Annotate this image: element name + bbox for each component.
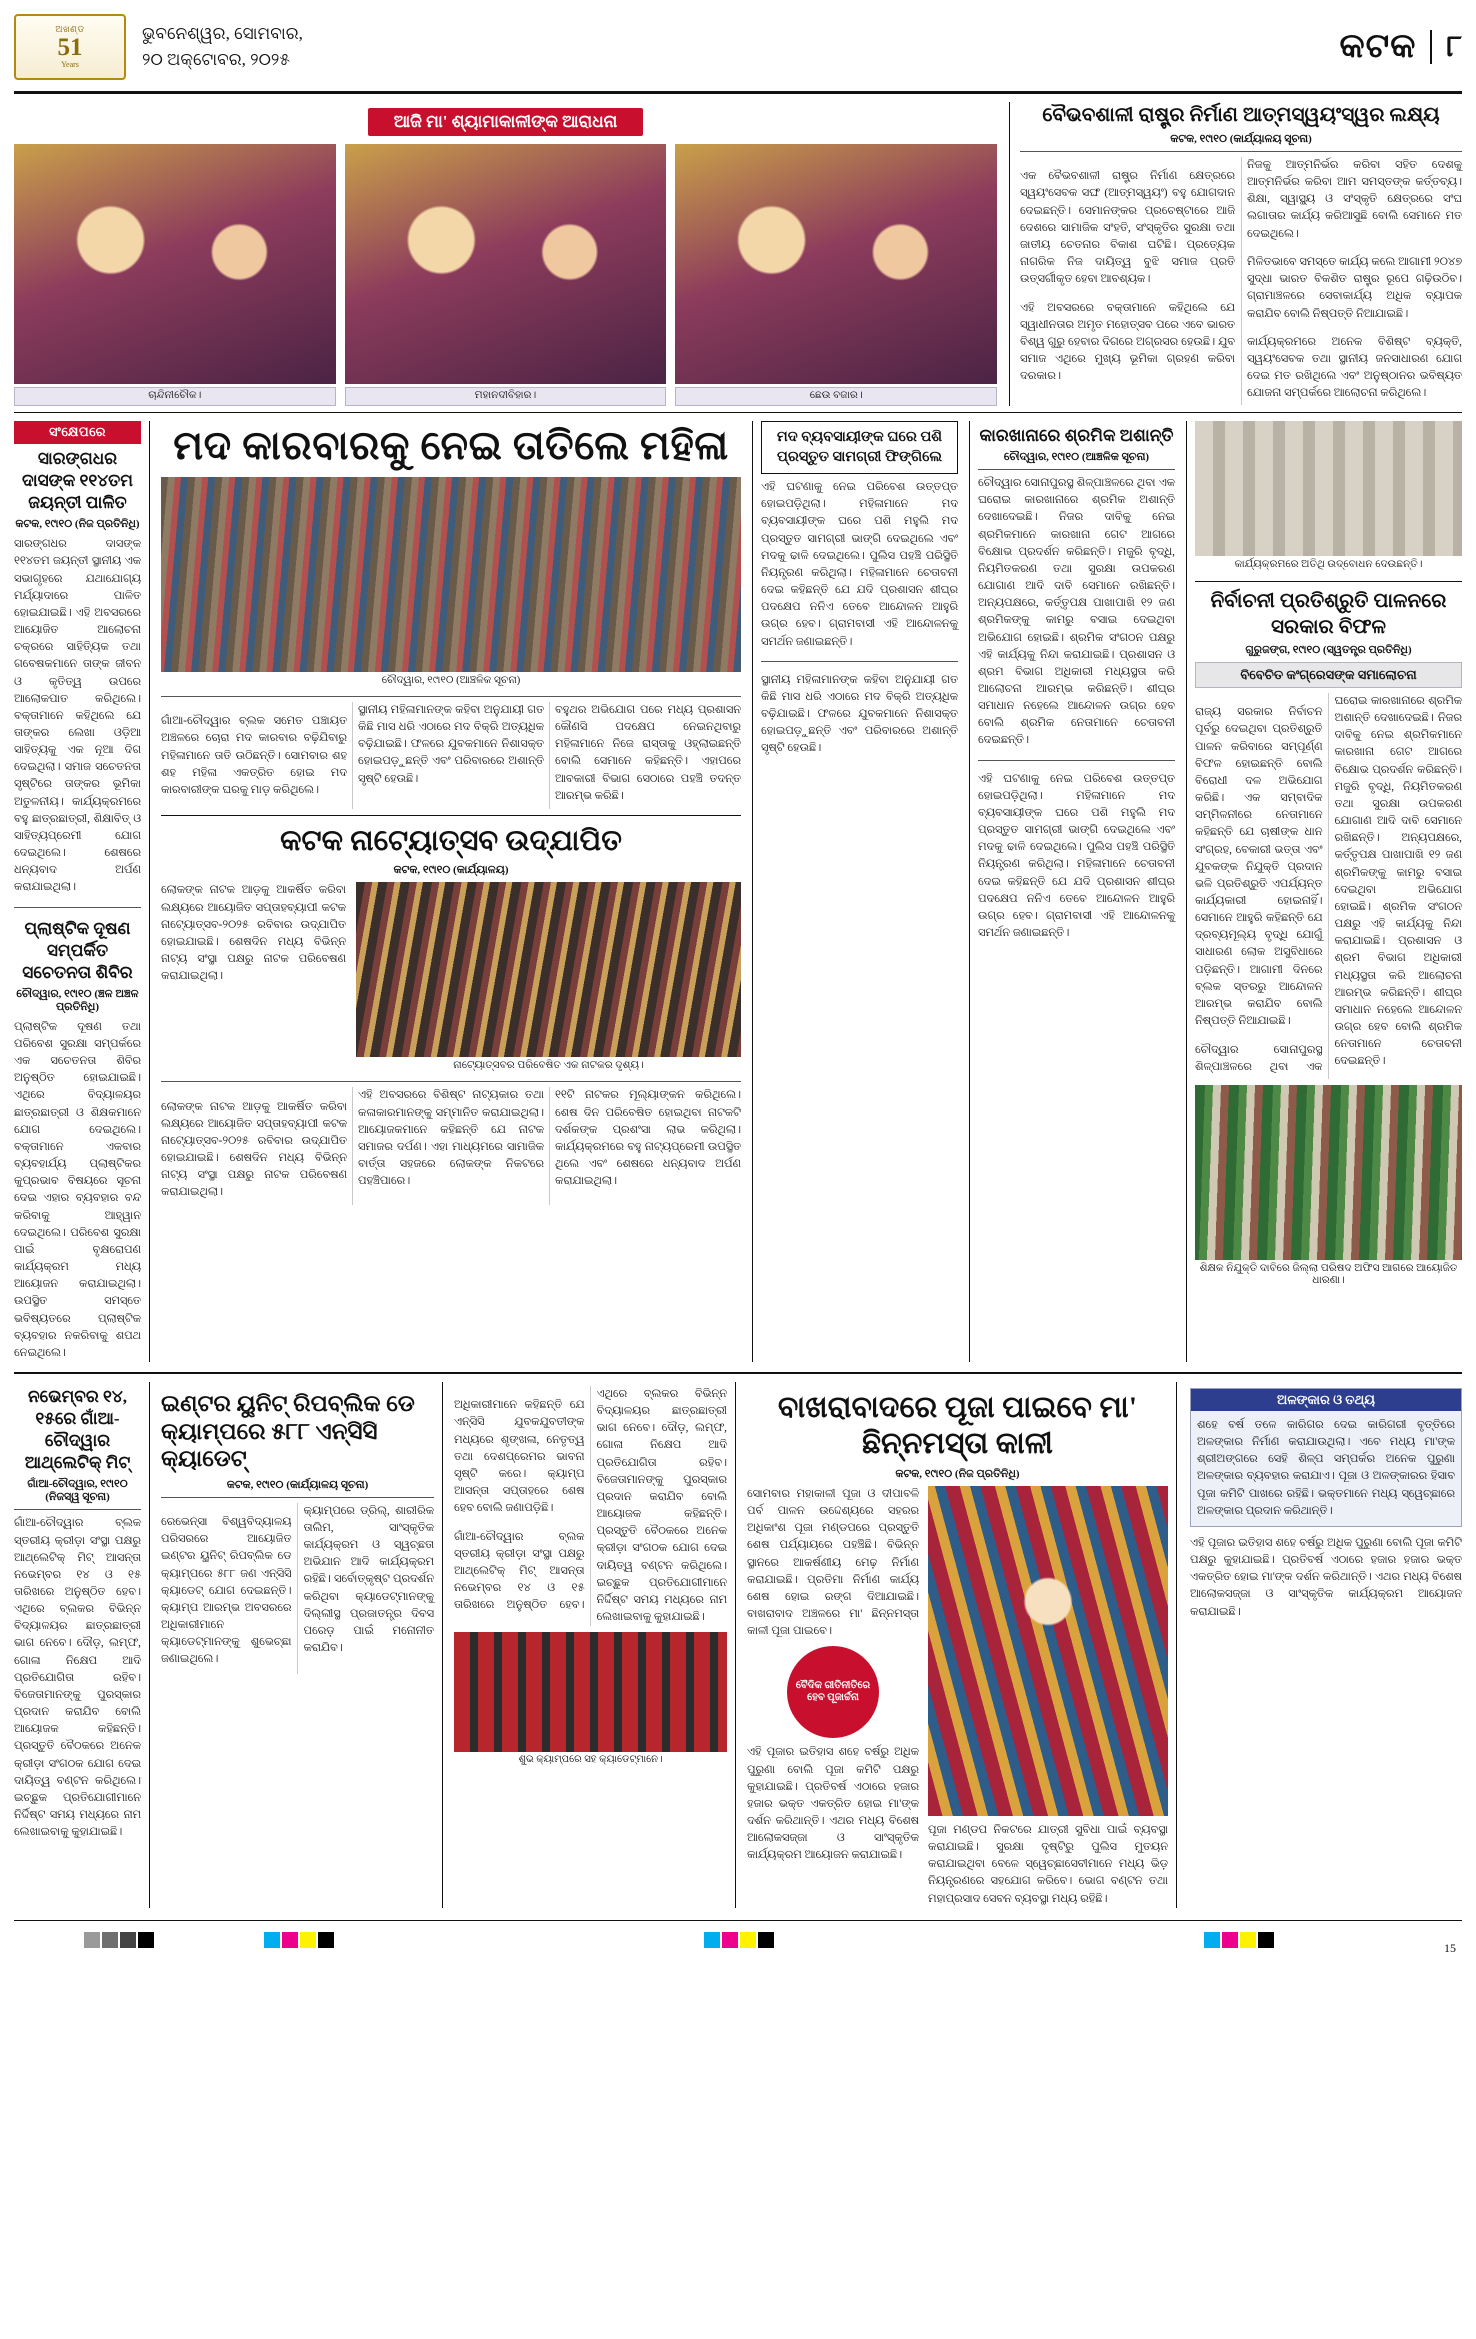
rally-photo-caption: ଶିକ୍ଷକ ନିଯୁକ୍ତି ଦାବିରେ ଜିଲ୍ଲା ପରିଷଦ ଅଫିସ ଆଗରେ ଆୟୋଜିତ ଧାରଣା। [1199, 1262, 1458, 1286]
brief-2-dateline: ଚୌଦ୍ୱାର, ୧୯ା୧୦ (ଞ୍ଚଳ ଅଞ୍ଚଳ ପ୍ରତିନିଧି) [16, 987, 139, 1013]
box-story-continued: ସ୍ଥାନୀୟ ମହିଳାମାନଙ୍କ କହିବା ଅନୁଯାୟୀ ଗତ କିଛି ମାସ ଧରି ଏଠାରେ ମଦ ବିକ୍ରି ଅତ୍ୟଧିକ ବଢ଼ିଯାଇଛି। ଫଳରେ ଯୁବକମାନେ ନିଶାସକ୍ତ ହୋଇପଡ଼ୁଛନ୍ତି ଏବଂ ପରିବାରରେ ଅଶାନ୍ତି ସୃଷ୍ଟି ହେଉଛି। [761, 673, 958, 755]
ncc-photo [454, 1632, 727, 1752]
natyotsav-dateline: କଟକ, ୧୯ା୧୦ (କାର୍ଯ୍ୟାଳୟ) [393, 864, 509, 877]
natyotsav-headline: କଟକ ନାଟ୍ୟୋତ୍ସବ ଉଦ୍‌ଯାପିତ [280, 824, 622, 857]
brief-1-headline: ସାରଙ୍ଗଧର ଦାସଙ୍କ ୧୧୪ତମ ଜୟନ୍ତୀ ପାଳିତ [22, 449, 133, 513]
column-sports-brief [14, 1382, 150, 1908]
paragraph: କ୍ୟାମ୍ପରେ ଡ୍ରିଲ୍, ଶାରୀରିକ ତାଲିମ, ସାଂସ୍କୃତିକ କାର୍ଯ୍ୟକ୍ରମ ଓ ସ୍ୱଚ୍ଛତା ଅଭିଯାନ ଆଦି କାର୍ଯ୍ୟକ୍ରମ ରହିଛି। ସର୍ବୋତ୍କୃଷ୍ଟ ପ୍ରଦର୍ଶନ କରିଥିବା କ୍ୟାଡେଟ୍‌ମାନଙ୍କୁ ଦିଲ୍ଲୀସ୍ଥ ପ୍ରଜାତନ୍ତ୍ର ଦିବସ ପରେଡ଼ ପାଇଁ ମନୋନୀତ କରାଯିବ। [303, 1504, 434, 1654]
alankar-extra-body: ଏହି ପୂଜାର ଇତିହାସ ଶହେ ବର୍ଷରୁ ଅଧିକ ପୁରୁଣା ବୋଲି ପୂଜା କମିଟି ପକ୍ଷରୁ କୁହାଯାଇଛି। ପ୍ରତିବର୍ଷ ଏଠାରେ ହଜାର ହଜାର ଭକ୍ତ ଏକତ୍ରିତ ହୋଇ ମା'ଙ୍କ ଦର୍ଶନ କରିଥାନ୍ତି। ଏଥର ମଧ୍ୟ ବିଶେଷ ଆଲୋକସଜ୍ଜା ଓ ସାଂସ୍କୃତିକ କାର୍ଯ୍ୟକ୍ରମ ଆୟୋଜନ କରାଯାଇଛି। [1190, 1536, 1462, 1618]
puja-seal-badge: ବୈଦିକ ରୀତିନୀତିରେ ହେବ ପୂଜାର୍ଚ୍ଚନା [787, 1646, 879, 1738]
photo-caption-1: ଚାନ୍ଦିନୀଚୌକ। [14, 387, 336, 406]
edition-city: କଟକ [1339, 27, 1417, 65]
badge-top-label: ଅଖଣ୍ଡ [55, 24, 85, 34]
sports-brief-dateline: ଗାଁଆ-ଚୌଦ୍ୱାର, ୧୯ା୧୦ (ନିଜସ୍ୱ ସୂଚନା) [27, 1478, 128, 1504]
lead-body [161, 702, 741, 809]
ncc-photo-caption: ଶୁଭ କ୍ୟାମ୍ପରେ ସହ କ୍ୟାଡେଟ୍‌ମାନେ। [518, 1754, 663, 1766]
ncc-body-left [161, 1503, 434, 1674]
paragraph: ଗାଁଆ-ଚୌଦ୍ୱାର ବ୍ଲକ ସମେତ ପଞ୍ଚାୟତ ଅଞ୍ଚଳରେ ଚୋରା ମଦ କାରବାର ବଢ଼ିଯିବାରୁ ମହିଳାମାନେ ତାତି ଉଠିଛନ୍ତି। ସୋମବାର ଶହ ଶହ ମହିଳା ଏକତ୍ରିତ ହୋଇ ମଦ କାରବାରୀଙ୍କ ଘରକୁ ମାଡ଼ କରିଥିଲେ। [161, 715, 347, 796]
article-headline: ବୈଭବଶାଳୀ ରାଷ୍ଟ୍ର ନିର୍ମାଣ ଆତ୍ମସ୍ୱୟଂସ୍ୱର ଲକ୍ଷ୍ୟ [1042, 104, 1440, 126]
main-grid [14, 421, 1462, 1362]
lead-headline: ମଦ କାରବାରକୁ ନେଇ ତାତିଲେ ମହିଳା [173, 423, 729, 468]
natyotsav-body [161, 1087, 741, 1205]
kali-dateline: କଟକ, ୧୯ା୧୦ (ନିଜ ପ୍ରତିନିଧି) [895, 1467, 1020, 1480]
meeting-photo-caption: କାର୍ଯ୍ୟକ୍ରମରେ ଅତିଥି ଉଦ୍‌ବୋଧନ ଦେଉଛନ୍ତି। [1234, 559, 1423, 570]
lead-photo [161, 477, 741, 672]
swatch-group-cmyk-2 [704, 1932, 774, 1948]
alankar-title: ଅଳଙ୍କାର ଓ ତଥ୍ୟ [1191, 1389, 1461, 1411]
paragraph: କାର୍ଯ୍ୟକ୍ରମରେ ଅନେକ ବିଶିଷ୍ଟ ବ୍ୟକ୍ତି, ସ୍ୱୟଂସେବକ ତଥା ସ୍ଥାନୀୟ ଜନସାଧାରଣ ଯୋଗ ଦେଇ ମତ ରଖିଥିଲେ ଏବଂ ଅନୁଷ୍ଠାନର ଭବିଷ୍ୟତ ଯୋଜନା ସମ୍ପର୍କରେ ଆଲୋଚନା କରିଥିଲେ। [1247, 336, 1462, 400]
swatch-group-gray [84, 1932, 154, 1948]
column-lead [161, 421, 741, 1362]
paragraph: ଲୋକଙ୍କ ନାଟକ ଆଡ଼କୁ ଆକର୍ଷିତ କରିବା ଲକ୍ଷ୍ୟରେ ଆୟୋଜିତ ସପ୍ତାହବ୍ୟାପୀ କଟକ ନାଟ୍ୟୋତ୍ସବ-୨୦୨୫ ରବିବାର ଉଦ୍‌ଯାପିତ ହୋଇଯାଇଛି। ଶେଷଦିନ ମଧ୍ୟ ବିଭିନ୍ନ ନାଟ୍ୟ ସଂସ୍ଥା ପକ୍ଷରୁ ନାଟକ ପରିବେଷଣ କରାଯାଇଥିଲା। [161, 1100, 347, 1199]
column-box-story [752, 421, 958, 1362]
photo-cell [14, 144, 336, 406]
paragraph: ସ୍ଥାନୀୟ ମହିଳାମାନଙ୍କ କହିବା ଅନୁଯାୟୀ ଗତ କିଛି ମାସ ଧରି ଏଠାରେ ମଦ ବିକ୍ରି ଅତ୍ୟଧିକ ବଢ଼ିଯାଇଛି। ଫଳରେ ଯୁବକମାନେ ନିଶାସକ୍ତ ହୋଇପଡ଼ୁଛନ୍ତି ଏବଂ ପରିବାରରେ ଅଶାନ୍ତି ସୃଷ୍ଟି ହେଉଛି। [358, 704, 544, 785]
column-ncc-left [161, 1382, 443, 1908]
paragraph: ରାଜ୍ୟ ସରକାର ନିର୍ବାଚନ ପୂର୍ବରୁ ଦେଇଥିବା ପ୍ରତିଶ୍ରୁତି ପାଳନ କରିବାରେ ସମ୍ପୂର୍ଣ୍ଣ ବିଫଳ ହୋଇଛନ୍ତି ବୋଲି ବିରୋଧୀ ଦଳ ଅଭିଯୋଗ କରିଛି। ଏକ ସମ୍ବାଦିକ ସମ୍ମିଳନୀରେ ନେତାମାନେ କହିଛନ୍ତି ଯେ ଚାଷୀଙ୍କ ଧାନ ସଂଗ୍ରହ, ବେକାରୀ ଭତ୍ତା ଏବଂ ଯୁବକଙ୍କ ନିଯୁକ୍ତି ପ୍ରଦାନ ଭଳି ପ୍ରତିଶ୍ରୁତି ଏପର୍ଯ୍ୟନ୍ତ କାର୍ଯ୍ୟକାରୀ ହୋଇନାହିଁ। ସେମାନେ ଆହୁରି କହିଛନ୍ତି ଯେ ଦ୍ରବ୍ୟମୂଲ୍ୟ ବୃଦ୍ଧି ଯୋଗୁଁ ସାଧାରଣ ଲୋକ ଅସୁବିଧାରେ ପଡ଼ିଛନ୍ତି। ଆଗାମୀ ଦିନରେ ବ୍ଲକ ସ୍ତରରୁ ଆନ୍ଦୋଳନ ଆରମ୍ଭ କରାଯିବ ବୋଲି ନିଷ୍ପତ୍ତି ନିଆଯାଇଛି। [1195, 706, 1323, 1028]
ncc-headline: ଇଣ୍ଟର ୟୁନିଟ୍ ରିପବ୍ଲିକ ଡେ କ୍ୟାମ୍ପରେ ୫୮୮ ଏନ୍‌ସିସି କ୍ୟାଡେଟ୍ [161, 1390, 415, 1472]
print-registration-footer [14, 1920, 1462, 1960]
masthead [14, 10, 1462, 94]
karkhana-body: ଚୌଦ୍ୱାର ସୋନାପୁରସ୍ଥ ଶିଳ୍ପାଞ୍ଚଳରେ ଥିବା ଏକ ଘରୋଇ କାରଖାନାରେ ଶ୍ରମିକ ଅଶାନ୍ତି ଦେଖାଦେଇଛି। ନିଜର ଦାବିକୁ ନେଇ ଶ୍ରମିକମାନେ କାରଖାନା ଗେଟ ଆଗରେ ବିକ୍ଷୋଭ ପ୍ରଦର୍ଶନ କରିଛନ୍ତି। ମଜୁରି ବୃଦ୍ଧି, ନିୟମିତକରଣ ତଥା ସୁରକ୍ଷା ଉପକରଣ ଯୋଗାଣ ଆଦି ଦାବି ସେମାନେ ରଖିଛନ୍ତି। ଅନ୍ୟପକ୍ଷରେ, କର୍ତ୍ତୃପକ୍ଷ ପାଖାପାଖି ୧୨ ଜଣ ଶ୍ରମିକଙ୍କୁ କାମରୁ ବସାଇ ଦେଇଥିବା ଅଭିଯୋଗ ହୋଇଛି। ଶ୍ରମିକ ସଂଗଠନ ପକ୍ଷରୁ ଏହି କାର୍ଯ୍ୟକୁ ନିନ୍ଦା କରାଯାଇଛି। ପ୍ରଶାସନ ଓ ଶ୍ରମ ବିଭାଗ ଅଧିକାରୀ ମଧ୍ୟସ୍ଥତା କରି ଆଲୋଚନା ଆରମ୍ଭ କରିଛନ୍ତି। ଶୀଘ୍ର ସମାଧାନ ନହେଲେ ଆନ୍ଦୋଳନ ଉଗ୍ର ହେବ ବୋଲି ଶ୍ରମିକ ନେତାମାନେ ଚେତାବନୀ ଦେଇଛନ୍ତି। [978, 477, 1175, 747]
nirbachani-body [1195, 693, 1462, 1079]
column-ncc-right [454, 1382, 736, 1908]
paragraph: ଏକ ବୈଭବଶାଳୀ ରାଷ୍ଟ୍ର ନିର୍ମାଣ କ୍ଷେତ୍ରରେ ସ୍ୱୟଂସେବକ ସଙ୍ଘ (ଆତ୍ମସ୍ୱୟଂ) ବହୁ ଯୋଗଦାନ ଦେଇଛନ୍ତି। ସେମାନଙ୍କର ପ୍ରଚେଷ୍ଟାରେ ଆଜି ଦେଶରେ ସାମାଜିକ ସଂହତି, ସଂସ୍କୃତିର ସୁରକ୍ଷା ତଥା ଜାତୀୟ ଚେତନାର ବିକାଶ ଘଟିଛି। ପ୍ରତ୍ୟେକ ନାଗରିକ ନିଜ ଦାୟିତ୍ୱ ବୁଝି ସମାଜ ପ୍ରତି ଉତ୍ସର୍ଗୀକୃତ ହେବା ଆବଶ୍ୟକ। [1020, 170, 1235, 286]
column-karkhana [969, 421, 1175, 1362]
karkhana-dateline: ଚୌଦ୍ୱାର, ୧୯ା୧୦ (ଆଞ୍ଚଳିକ ସୂଚନା) [1003, 451, 1150, 464]
box-story-headline: ମଦ ବ୍ୟବସାୟୀଙ୍କ ଘରେ ପଶି ପ୍ରସ୍ତୁତ ସାମଗ୍ରୀ ଫିଙ୍ଗିଲେ [761, 421, 958, 474]
brief-1-body: ସାରଙ୍ଗଧର ଦାସଙ୍କ ୧୧୪ତମ ଜୟନ୍ତୀ ସ୍ଥାନୀୟ ଏକ ସଭାଗୃହରେ ଯଥାଯୋଗ୍ୟ ମର୍ଯ୍ୟାଦାରେ ପାଳିତ ହୋଇଯାଇଛି। ଏହି ଅବସରରେ ଆୟୋଜିତ ଆଲୋଚନା ଚକ୍ରରେ ସାହିତ୍ୟିକ ତଥା ଗବେଷକମାନେ ତାଙ୍କ ଜୀବନ ଓ କୃତିତ୍ୱ ଉପରେ ଆଲୋକପାତ କରିଥିଲେ। ବକ୍ତାମାନେ କହିଥିଲେ ଯେ ତାଙ୍କର ଲେଖା ଓଡ଼ିଆ ସାହିତ୍ୟକୁ ଏକ ନୂଆ ଦିଗ ଦେଇଥିଲା। ସମାଜ ସଚେତନତା ସୃଷ୍ଟିରେ ତାଙ୍କର ଭୂମିକା ଅତୁଳନୀୟ। କାର୍ଯ୍ୟକ୍ରମରେ ବହୁ ଛାତ୍ରଛାତ୍ରୀ, ଶିକ୍ଷାବିତ୍ ଓ ସାହିତ୍ୟପ୍ରେମୀ ଯୋଗ ଦେଇଥିଲେ। ଶେଷରେ ଧନ୍ୟବାଦ ଅର୍ପଣ କରାଯାଇଥିଲା। [14, 538, 141, 894]
column-kali-feature [747, 1382, 1177, 1908]
sports-brief-headline: ନଭେମ୍ବର ୧୪, ୧୫ରେ ଗାଁଆ-ଚୌଦ୍ୱାର ଆଥ୍‌ଲେଟିକ୍ ମିଟ୍ [24, 1386, 131, 1473]
masthead-right [1340, 28, 1463, 66]
lower-grid [14, 1372, 1462, 1908]
paragraph: ଚୌଦ୍ୱାର ସୋନାପୁରସ୍ଥ ଶିଳ୍ପାଞ୍ଚଳରେ ଥିବା ଏକ ଘରୋଇ କାରଖାନାରେ ଶ୍ରମିକ ଅଶାନ୍ତି ଦେଖାଦେଇଛି। ନିଜର ଦାବିକୁ ନେଇ ଶ୍ରମିକମାନେ କାରଖାନା ଗେଟ ଆଗରେ ବିକ୍ଷୋଭ ପ୍ରଦର୍ଶନ କରିଛନ୍ତି। ମଜୁରି ବୃଦ୍ଧି, ନିୟମିତକରଣ ତଥା ସୁରକ୍ଷା ଉପକରଣ ଯୋଗାଣ ଆଦି ଦାବି ସେମାନେ ରଖିଛନ୍ତି। ଅନ୍ୟପକ୍ଷରେ, କର୍ତ୍ତୃପକ୍ଷ ପାଖାପାଖି ୧୨ ଜଣ ଶ୍ରମିକଙ୍କୁ କାମରୁ ବସାଇ ଦେଇଥିବା ଅଭିଯୋଗ ହୋଇଛି। ଶ୍ରମିକ ସଂଗଠନ ପକ୍ଷରୁ ଏହି କାର୍ଯ୍ୟକୁ ନିନ୍ଦା କରାଯାଇଛି। ପ୍ରଶାସନ ଓ ଶ୍ରମ ବିଭାଗ ଅଧିକାରୀ ମଧ୍ୟସ୍ଥତା କରି ଆଲୋଚନା ଆରମ୍ଭ କରିଛନ୍ତି। ଶୀଘ୍ର ସମାଧାନ ନହେଲେ ଆନ୍ଦୋଳନ ଉଗ୍ର ହେବ ବୋଲି ଶ୍ରମିକ ନେତାମାନେ ଚେତାବନୀ ଦେଇଛନ୍ତି। [1195, 695, 1462, 1073]
anniversary-badge [14, 14, 126, 80]
kali-col1: ସୋମବାର ମହାକାଳୀ ପୂଜା ଓ ଦୀପାବଳି ପର୍ବ ପାଳନ ଉଦ୍ଦେଶ୍ୟରେ ସହରର ଅଧିକାଂଶ ପୂଜା ମଣ୍ଡପରେ ପ୍ରସ୍ତୁତି ଶେଷ ପର୍ଯ୍ୟାୟରେ ପହଞ୍ଚିଛି। ବିଭିନ୍ନ ସ୍ଥାନରେ ଆକର୍ଷଣୀୟ ମେଢ଼ ନିର୍ମାଣ କରାଯାଇଛି। ପ୍ରତିମା ନିର୍ମାଣ କାର୍ଯ୍ୟ ଶେଷ ହୋଇ ରଙ୍ଗ ଦିଆଯାଇଛି। ବାଖରାବାଦ ଅଞ୍ଚଳରେ ମା' ଛିନ୍ନମସ୍ତା କାଳୀ ପୂଜା ପାଇବେ। [747, 1487, 919, 1638]
box-story-body: ଏହି ଘଟଣାକୁ ନେଇ ପରିବେଶ ଉତ୍ତପ୍ତ ହୋଇପଡ଼ିଥିଲା। ମହିଳାମାନେ ମଦ ବ୍ୟବସାୟୀଙ୍କ ଘରେ ପଶି ମହୁଲି ମଦ ପ୍ରସ୍ତୁତ ସାମଗ୍ରୀ ଭାଙ୍ଗି ଦେଇଥିଲେ ଏବଂ ମଦକୁ ଢାଳି ଦେଇଥିଲେ। ପୁଲିସ ପହଞ୍ଚି ପରିସ୍ଥିତି ନିୟନ୍ତ୍ରଣ କରିଥିଲା। ମହିଳାମାନେ ଚେତାବନୀ ଦେଇ କହିଛନ୍ତି ଯେ ଯଦି ପ୍ରଶାସନ ଶୀଘ୍ର ପଦକ୍ଷେପ ନନିଏ ତେବେ ଆନ୍ଦୋଳନ ଆହୁରି ଉଗ୍ର ହେବ। ଗ୍ରାମବାସୀ ଏହି ଆନ୍ଦୋଳନକୁ ସମର୍ଥନ ଜଣାଇଛନ୍ତି। [761, 481, 958, 648]
kali-col2: ଏହି ପୂଜାର ଇତିହାସ ଶହେ ବର୍ଷରୁ ଅଧିକ ପୁରୁଣା ବୋଲି ପୂଜା କମିଟି ପକ୍ଷରୁ କୁହାଯାଇଛି। ପ୍ରତିବର୍ଷ ଏଠାରେ ହଜାର ହଜାର ଭକ୍ତ ଏକତ୍ରିତ ହୋଇ ମା'ଙ୍କ ଦର୍ଶନ କରିଥାନ୍ତି। ଏଥର ମଧ୍ୟ ବିଶେଷ ଆଲୋକସଜ୍ଜା ଓ ସାଂସ୍କୃତିକ କାର୍ଯ୍ୟକ୍ରମ ଆୟୋଜନ କରାଯାଇଛି। [747, 1746, 919, 1862]
page-number-top: ୮ [1430, 30, 1462, 64]
masthead-date: ୨୦ ଅକ୍ଟୋବର, ୨୦୨୫ [142, 49, 291, 69]
karkhana-headline: କାରଖାନାରେ ଶ୍ରମିକ ଅଶାନ୍ତି [979, 426, 1174, 445]
article-dateline: କଟକ, ୧୯ା୧୦ (କାର୍ଯ୍ୟାଳୟ ସୂଚନା) [1170, 133, 1312, 145]
top-section [14, 102, 1462, 406]
column-alankar [1188, 1382, 1462, 1908]
swatch-group-cmyk-1 [264, 1932, 334, 1948]
badge-number: 51 [57, 34, 83, 61]
page-number-footer: 15 [1444, 1940, 1456, 1955]
photo-trio [14, 144, 997, 406]
photo-caption-2: ମହାନଦୀବିହାର। [345, 387, 667, 406]
ncc-dateline: କଟକ, ୧୯ା୧୦ (କାର୍ଯ୍ୟାଳୟ ସୂଚନା) [226, 1478, 369, 1491]
photo-idol-3 [675, 144, 997, 384]
paragraph: ୧୧ଟି ନାଟକର ମୂଲ୍ୟାଙ୍କନ କରିଥିଲେ। ଶେଷ ଦିନ ପରିବେଷିତ ହୋଇଥିବା ନାଟକଟି ଦର୍ଶକଙ୍କ ପ୍ରଶଂସା ଲାଭ କରିଥିଲା। କାର୍ଯ୍ୟକ୍ରମରେ ବହୁ ନାଟ୍ୟପ୍ରେମୀ ଉପସ୍ଥିତ ଥିଲେ ଏବଂ ଶେଷରେ ଧନ୍ୟବାଦ ଅର୍ପଣ କରାଯାଇଥିଲା। [555, 1089, 741, 1188]
nirbachani-headline: ନିର୍ବାଚନୀ ପ୍ରତିଶ୍ରୁତି ପାଳନରେ ସରକାର ବିଫଳ [1210, 590, 1447, 638]
paragraph: ରେଭେନ୍‌ସା ବିଶ୍ୱବିଦ୍ୟାଳୟ ପରିସରରେ ଆୟୋଜିତ ଇଣ୍ଟର ୟୁନିଟ୍ ରିପବ୍ଲିକ ଡେ କ୍ୟାମ୍ପରେ ୫୮୮ ଜଣ ଏନ୍‌ସିସି କ୍ୟାଡେଟ୍ ଯୋଗ ଦେଇଛନ୍ତି। କ୍ୟାମ୍ପ ଆରମ୍ଭ ଅବସରରେ ଅଧିକାରୀମାନେ କ୍ୟାଡେଟ୍‌ମାନଙ୍କୁ ଶୁଭେଚ୍ଛା ଜଣାଇଥିଲେ। [161, 1516, 292, 1666]
photo-cell [345, 144, 667, 406]
sports-brief-body: ଗାଁଆ-ଚୌଦ୍ୱାର ବ୍ଲକ ସ୍ତରୀୟ କ୍ରୀଡ଼ା ସଂସ୍ଥା ପକ୍ଷରୁ ଆଥ୍‌ଲେଟିକ୍ ମିଟ୍ ଆସନ୍ତା ନଭେମ୍ବର ୧୪ ଓ ୧୫ ତାରିଖରେ ଅନୁଷ୍ଠିତ ହେବ। ଏଥିରେ ବ୍ଲକର ବିଭିନ୍ନ ବିଦ୍ୟାଳୟର ଛାତ୍ରଛାତ୍ରୀ ଭାଗ ନେବେ। ଦୌଡ଼, ଲମ୍ଫ, ଗୋଳା ନିକ୍ଷେପ ଆଦି ପ୍ରତିଯୋଗିତା ରହିବ। ବିଜେତାମାନଙ୍କୁ ପୁରସ୍କାର ପ୍ରଦାନ କରାଯିବ ବୋଲି ଆୟୋଜକ କହିଛନ୍ତି। ପ୍ରସ୍ତୁତି ବୈଠକରେ ଅନେକ କ୍ରୀଡ଼ା ସଂଗଠକ ଯୋଗ ଦେଇ ଦାୟିତ୍ୱ ବଣ୍ଟନ କରିଥିଲେ। ଇଚ୍ଛୁକ ପ୍ରତିଯୋଗୀମାନେ ନିର୍ଦ୍ଦିଷ୍ଟ ସମୟ ମଧ୍ୟରେ ନାମ ଲେଖାଇବାକୁ କୁହାଯାଇଛି। [14, 1517, 141, 1839]
kali-headline: ବାଖରାବାଦରେ ପୂଜା ପାଇବେ ମା' ଛିନ୍ନମସ୍ତା କାଳୀ [777, 1390, 1138, 1460]
rally-photo [1195, 1085, 1462, 1260]
section-tag-briefs: ସଂକ୍ଷେପରେ [14, 421, 141, 444]
meeting-photo [1195, 421, 1462, 556]
paragraph: ବହୁଥର ଅଭିଯୋଗ ପରେ ମଧ୍ୟ ପ୍ରଶାସନ କୌଣସି ପଦକ୍ଷେପ ନେଇନଥିବାରୁ ମହିଳାମାନେ ନିଜେ ରାସ୍ତାକୁ ଓହ୍ଲାଇଛନ୍ତି ବୋଲି ସେମାନେ କହିଛନ୍ତି। ଏହାପରେ ଆବକାରୀ ବିଭାଗ ସେଠାରେ ପହଞ୍ଚି ତଦନ୍ତ ଆରମ୍ଭ କରିଛି। [555, 704, 741, 802]
brief-2-body: ପ୍ଲାଷ୍ଟିକ ଦୂଷଣ ତଥା ପରିବେଶ ସୁରକ୍ଷା ସମ୍ପର୍କରେ ଏକ ସଚେତନତା ଶିବିର ଅନୁଷ୍ଠିତ ହୋଇଯାଇଛି। ଏଥିରେ ବିଦ୍ୟାଳୟର ଛାତ୍ରଛାତ୍ରୀ ଓ ଶିକ୍ଷକମାନେ ଯୋଗ ଦେଇଥିଲେ। ବକ୍ତାମାନେ ଏକବାର ବ୍ୟବହାର୍ଯ୍ୟ ପ୍ଲାଷ୍ଟିକର କୁପ୍ରଭାବ ବିଷୟରେ ସୂଚନା ଦେଇ ଏହାର ବ୍ୟବହାର ବନ୍ଦ କରିବାକୁ ଆହ୍ୱାନ ଦେଇଥିଲେ। ପରିବେଶ ସୁରକ୍ଷା ପାଇଁ ବୃକ୍ଷରୋପଣ କାର୍ଯ୍ୟକ୍ରମ ମଧ୍ୟ ଆୟୋଜନ କରାଯାଇଥିଲା। ଉପସ୍ଥିତ ସମସ୍ତେ ଭବିଷ୍ୟତରେ ପ୍ଲାଷ୍ଟିକ ବ୍ୟବହାର ନକରିବାକୁ ଶପଥ ନେଇଥିଲେ। [14, 1020, 141, 1359]
article-vaibhavshali [1009, 102, 1462, 406]
column-right-stack [1186, 421, 1462, 1362]
paragraph: ନିଜକୁ ଆତ୍ମନିର୍ଭର କରିବା ସହିତ ଦେଶକୁ ଆତ୍ମନିର୍ଭର କରିବା ଆମ ସମସ୍ତଙ୍କ କର୍ତ୍ତବ୍ୟ। ଶିକ୍ଷା, ସ୍ୱାସ୍ଥ୍ୟ ଓ ସଂସ୍କୃତି କ୍ଷେତ୍ରରେ ସଂଘ ଲଗାତାର କାର୍ଯ୍ୟ କରିଆସୁଛି ବୋଲି ସେମାନେ ମତ ଦେଇଥିଲେ। [1247, 159, 1462, 240]
kali-idol-photo [928, 1486, 1168, 1816]
nirbachani-dateline: ଗୁରୁଜଙ୍ଗ, ୧୯ା୧୦ (ସ୍ୱତନ୍ତ୍ର ପ୍ରତିନିଧି) [1245, 644, 1412, 656]
natyotsav-photo [356, 882, 741, 1057]
kali-col3: ପୂଜା ମଣ୍ଡପ ନିକଟରେ ଯାତ୍ରୀ ସୁବିଧା ପାଇଁ ବ୍ୟବସ୍ଥା କରାଯାଇଛି। ସୁରକ୍ଷା ଦୃଷ୍ଟିରୁ ପୁଲିସ ମୁତୟନ କରାଯାଇଥିବା ବେଳେ ସ୍ୱେଚ୍ଛାସେବୀମାନେ ମଧ୍ୟ ଭିଡ଼ ନିୟନ୍ତ୍ରଣରେ ସହଯୋଗ କରିବେ। ଭୋଗ ବଣ୍ଟନ ତଥା ମହାପ୍ରସାଦ ସେବନ ବ୍ୟବସ୍ଥା ମଧ୍ୟ ରହିଛି। [928, 1823, 1168, 1905]
column-briefs [14, 421, 150, 1362]
article-body [1020, 157, 1462, 405]
karkhana-body-continued: ଏହି ଘଟଣାକୁ ନେଇ ପରିବେଶ ଉତ୍ତପ୍ତ ହୋଇପଡ଼ିଥିଲା। ମହିଳାମାନେ ମଦ ବ୍ୟବସାୟୀଙ୍କ ଘରେ ପଶି ମହୁଲି ମଦ ପ୍ରସ୍ତୁତ ସାମଗ୍ରୀ ଭାଙ୍ଗି ଦେଇଥିଲେ ଏବଂ ମଦକୁ ଢାଳି ଦେଇଥିଲେ। ପୁଲିସ ପହଞ୍ଚି ପରିସ୍ଥିତି ନିୟନ୍ତ୍ରଣ କରିଥିଲା। ମହିଳାମାନେ ଚେତାବନୀ ଦେଇ କହିଛନ୍ତି ଯେ ଯଦି ପ୍ରଶାସନ ଶୀଘ୍ର ପଦକ୍ଷେପ ନନିଏ ତେବେ ଆନ୍ଦୋଳନ ଆହୁରି ଉଗ୍ର ହେବ। ଗ୍ରାମବାସୀ ଏହି ଆନ୍ଦୋଳନକୁ ସମର୍ଥନ ଜଣାଇଛନ୍ତି। [978, 772, 1175, 939]
alankar-box [1190, 1388, 1462, 1527]
photo-cell [675, 144, 997, 406]
paragraph: ମିଳିତଭାବେ ସମସ୍ତେ କାର୍ଯ୍ୟ କଲେ ଆଗାମୀ ୨୦୪୭ ସୁଦ୍ଧା ଭାରତ ବିକଶିତ ରାଷ୍ଟ୍ର ରୂପେ ଗଢ଼ିଉଠିବ। ଗ୍ରାମାଞ୍ଚଳରେ ସେବାକାର୍ଯ୍ୟ ଅଧିକ ବ୍ୟାପକ କରାଯିବ ବୋଲି ନିଷ୍ପତ୍ତି ନିଆଯାଇଛି। [1247, 256, 1462, 320]
natyotsav-photo-caption: ନାଟ୍ୟୋତ୍ସବର ପରିବେଷିତ ଏକ ନାଟକର ଦୃଶ୍ୟ। [453, 1060, 644, 1072]
natyotsav-col1: ଲୋକଙ୍କ ନାଟକ ଆଡ଼କୁ ଆକର୍ଷିତ କରିବା ଲକ୍ଷ୍ୟରେ ଆୟୋଜିତ ସପ୍ତାହବ୍ୟାପୀ କଟକ ନାଟ୍ୟୋତ୍ସବ-୨୦୨୫ ରବିବାର ଉଦ୍‌ଯାପିତ ହୋଇଯାଇଛି। ଶେଷଦିନ ମଧ୍ୟ ବିଭିନ୍ନ ନାଟ୍ୟ ସଂସ୍ଥା ପକ୍ଷରୁ ନାଟକ ପରିବେଷଣ କରାଯାଇଥିଲା। [161, 884, 346, 983]
paragraph: ଅଧିକାରୀମାନେ କହିଛନ୍ତି ଯେ ଏନ୍‌ସିସି ଯୁବକଯୁବତୀଙ୍କ ମଧ୍ୟରେ ଶୃଙ୍ଖଳା, ନେତୃତ୍ୱ ତଥା ଦେଶପ୍ରେମର ଭାବନା ସୃଷ୍ଟି କରେ। କ୍ୟାମ୍ପ ଆସନ୍ତା ସପ୍ତାହରେ ଶେଷ ହେବ ବୋଲି ଜଣାପଡ଼ିଛି। [454, 1399, 585, 1515]
lead-photo-caption: ଚୌଦ୍ୱାର, ୧୯ା୧୦ (ଆଞ୍ଚଳିକ ସୂଚନା) [381, 675, 521, 686]
masthead-dateline [142, 21, 303, 72]
badge-sub-label: Years [61, 60, 79, 69]
alankar-body: ଶହେ ବର୍ଷ ତଳେ କାରିଗର ଦେଇ କାରିଗରୀ ବୃତ୍ତିରେ ଅଳଙ୍କାର ନିର୍ମାଣ କରାଯାଉଥିଲା। ଏବେ ମଧ୍ୟ ମା'ଙ୍କ ଶ୍ରୀଅଙ୍ଗରେ ସେହି ଶିଳ୍ପ ସମ୍ପର୍କର ଅନେକ ପୁରୁଣା ଅଳଙ୍କାର ବ୍ୟବହାର କରାଯାଏ। ପୂଜା ଓ ଅଳଙ୍କାରର ହିସାବ ପୂଜା କମିଟି ପାଖରେ ରହିଛି। ଭକ୍ତମାନେ ମଧ୍ୟ ସ୍ୱେଚ୍ଛାରେ ଅଳଙ୍କାର ପ୍ରଦାନ କରିଥାନ୍ତି। [1197, 1418, 1455, 1517]
photo-idol-2 [345, 144, 667, 384]
paragraph: ଏହି ଅବସରରେ ବକ୍ତାମାନେ କହିଥିଲେ ଯେ ସ୍ୱାଧୀନତାର ଅମୃତ ମହୋତ୍ସବ ପରେ ଏବେ ଭାରତ ବିଶ୍ୱ ଗୁରୁ ହେବାର ଦିଗରେ ଅଗ୍ରସର ହେଉଛି। ଯୁବ ସମାଜ ଏଥିରେ ମୁଖ୍ୟ ଭୂମିକା ଗ୍ରହଣ କରିବା ଦରକାର। [1020, 301, 1235, 383]
brief-1-dateline: କଟକ, ୧୯ା୧୦ (ନିଜ ପ୍ରତିନିଧି) [15, 518, 140, 531]
masthead-place: ଭୁବନେଶ୍ୱର, ସୋମବାର, [142, 24, 303, 43]
paragraph: ଏହି ଅବସରରେ ବିଶିଷ୍ଟ ନାଟ୍ୟକାର ତଥା କଳାକାରମାନଙ୍କୁ ସମ୍ମାନିତ କରାଯାଇଥିଲା। ଆୟୋଜକମାନେ କହିଛନ୍ତି ଯେ ନାଟକ ସମାଜର ଦର୍ପଣ। ଏହା ମାଧ୍ୟମରେ ସାମାଜିକ ବାର୍ତ୍ତା ସହଜରେ ଲୋକଙ୍କ ନିକଟରେ ପହଞ୍ଚିପାରେ। [358, 1089, 544, 1188]
photo-idol-1 [14, 144, 336, 384]
festival-banner-label: ଆଜି ମା' ଶ୍ୟାମାକାଳୀଙ୍କ ଆରାଧନା [368, 108, 644, 136]
ncc-body-right [454, 1386, 727, 1626]
swatch-group-cmyk-3 [1204, 1932, 1274, 1948]
paragraph: ଗାଁଆ-ଚୌଦ୍ୱାର ବ୍ଲକ ସ୍ତରୀୟ କ୍ରୀଡ଼ା ସଂସ୍ଥା ପକ୍ଷରୁ ଆଥ୍‌ଲେଟିକ୍ ମିଟ୍ ଆସନ୍ତା ନଭେମ୍ବର ୧୪ ଓ ୧୫ ତାରିଖରେ ଅନୁଷ୍ଠିତ ହେବ। ଏଥିରେ ବ୍ଲକର ବିଭିନ୍ନ ବିଦ୍ୟାଳୟର ଛାତ୍ରଛାତ୍ରୀ ଭାଗ ନେବେ। ଦୌଡ଼, ଲମ୍ଫ, ଗୋଳା ନିକ୍ଷେପ ଆଦି ପ୍ରତିଯୋଗିତା ରହିବ। ବିଜେତାମାନଙ୍କୁ ପୁରସ୍କାର ପ୍ରଦାନ କରାଯିବ ବୋଲି ଆୟୋଜକ କହିଛନ୍ତି। ପ୍ରସ୍ତୁତି ବୈଠକରେ ଅନେକ କ୍ରୀଡ଼ା ସଂଗଠକ ଯୋଗ ଦେଇ ଦାୟିତ୍ୱ ବଣ୍ଟନ କରିଥିଲେ। ଇଚ୍ଛୁକ ପ୍ରତିଯୋଗୀମାନେ ନିର୍ଦ୍ଦିଷ୍ଟ ସମୟ ମଧ୍ୟରେ ନାମ ଲେଖାଇବାକୁ କୁହାଯାଇଛି। [454, 1387, 727, 1623]
brief-2-headline: ପ୍ଲାଷ୍ଟିକ ଦୂଷଣ ସମ୍ପର୍କିତ ସଚେତନତା ଶିବିର [22, 918, 133, 982]
festival-photo-block [14, 102, 997, 406]
nirbachani-subhead: ବିବେଚିତ କଂଗ୍ରେସଙ୍କ ସମାଲୋଚନା [1195, 662, 1462, 688]
photo-caption-3: ଛେଉ ବଜାର। [675, 387, 997, 406]
